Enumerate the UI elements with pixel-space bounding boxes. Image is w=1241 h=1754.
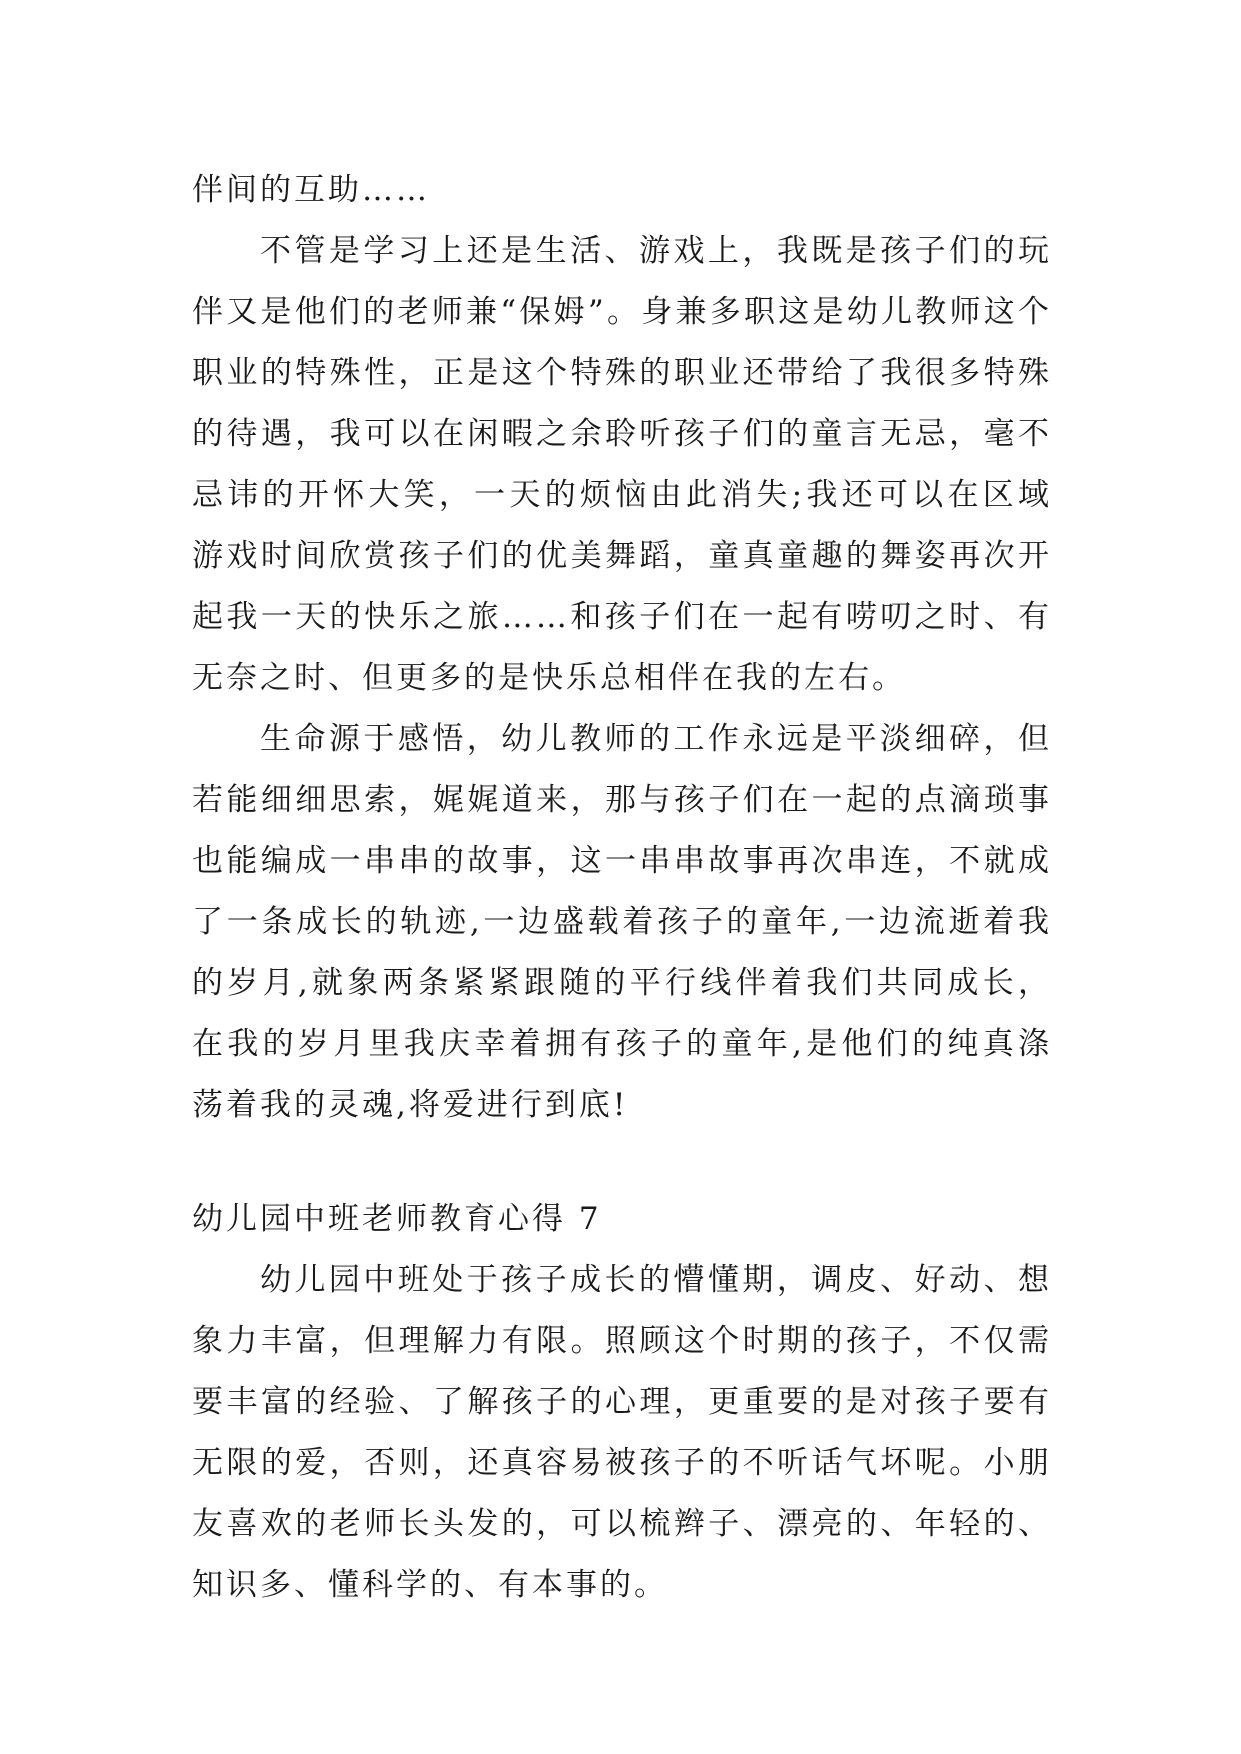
section-title: 幼儿园中班老师教育心得 7 [192,1201,602,1237]
continuation-line: 伴间的互助…… [192,172,430,208]
paragraph-middle-class: 幼儿园中班处于孩子成长的懵懂期，调皮、好动、想象力丰富，但理解力有限。照顾这个时期的孩子，不仅需要丰富的经验、了解孩子的心理，更重要的是对孩子要有无限的爱，否则，还真容易被孩子的不听话气坏呢。小朋友喜欢的老师长头发的，可以梳辫子、漂亮的、年轻的、知识多、懂科学的、有本事的。 [192,1262,1052,1603]
paragraph-life-insight: 生命源于感悟，幼儿教师的工作永远是平淡细碎，但若能细细思索，娓娓道来，那与孩子们在一起的点滴琐事也能编成一串串的故事，这一串串故事再次串连，不就成了一条成长的轨迹,一边盛载着孩子的童年,一边流逝着我的岁月,就象两条紧紧跟随的平行线伴着我们共同成长，在我的岁月里我庆幸着拥有孩子的童年,是他们的纯真涤荡着我的灵魂,将爱进行到底! [192,721,1052,1123]
paragraph-playmate: 不管是学习上还是生活、游戏上，我既是孩子们的玩伴又是他们的老师兼“保姆”。身兼多职这是幼儿教师这个职业的特殊性，正是这个特殊的职业还带给了我很多特殊的待遇，我可以在闲暇之余聆听孩子们的童言无忌，毫不忌讳的开怀大笑，一天的烦恼由此消失;我还可以在区域游戏时间欣赏孩子们的优美舞蹈，童真童趣的舞姿再次开起我一天的快乐之旅……和孩子们在一起有唠叨之时、有无奈之时、但更多的是快乐总相伴在我的左右。 [192,233,1052,696]
document-body [192,160,1052,1616]
